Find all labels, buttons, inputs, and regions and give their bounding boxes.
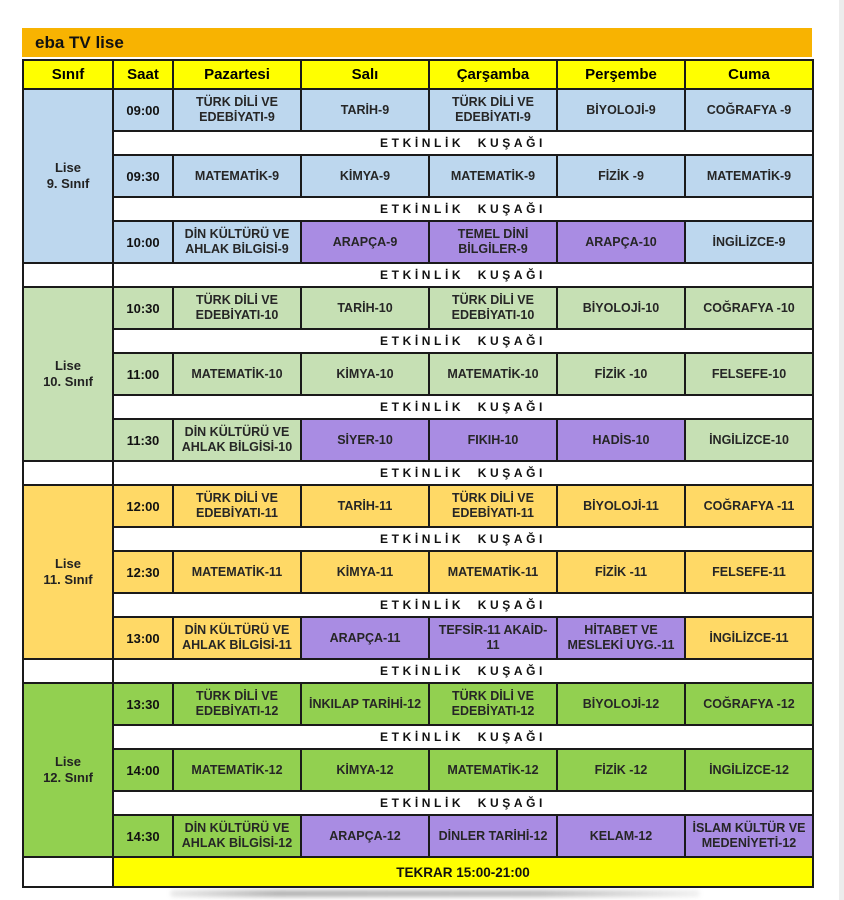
time-cell: 13:30 — [113, 683, 173, 725]
activity-band: ETKİNLİK KUŞAĞI — [113, 461, 813, 485]
subject-cell: FELSEFE-11 — [685, 551, 813, 593]
subject-cell: MATEMATİK-11 — [429, 551, 557, 593]
subject-cell: COĞRAFYA -9 — [685, 89, 813, 131]
table-row — [23, 815, 813, 857]
subject-cell: TÜRK DİLİ VE EDEBİYATI-9 — [173, 89, 301, 131]
table-row — [23, 221, 813, 263]
empty-corner-cell — [23, 263, 113, 287]
subject-cell: TÜRK DİLİ VE EDEBİYATI-10 — [173, 287, 301, 329]
table-row — [23, 551, 813, 593]
subject-cell: DİN KÜLTÜRÜ VE AHLAK BİLGİSİ-10 — [173, 419, 301, 461]
activity-band: ETKİNLİK KUŞAĞI — [113, 329, 813, 353]
column-header: Cuma — [685, 60, 813, 89]
time-cell: 14:30 — [113, 815, 173, 857]
subject-cell: SİYER-10 — [301, 419, 429, 461]
table-row — [23, 89, 813, 131]
subject-cell: TARİH-9 — [301, 89, 429, 131]
page-edge-shadow — [170, 890, 700, 897]
grade-label-line1: Lise — [54, 159, 81, 175]
empty-corner-cell — [23, 461, 113, 485]
time-cell: 12:00 — [113, 485, 173, 527]
grade-label-line1: Lise — [54, 555, 81, 571]
subject-cell: KİMYA-12 — [301, 749, 429, 791]
group-separator-band-row — [23, 461, 813, 485]
activity-band: ETKİNLİK KUŞAĞI — [113, 659, 813, 683]
subject-cell: KELAM-12 — [557, 815, 685, 857]
subject-cell: MATEMATİK-12 — [173, 749, 301, 791]
grade-label-line2: 11. Sınıf — [43, 572, 93, 587]
activity-band-row — [23, 527, 813, 551]
subject-cell: TÜRK DİLİ VE EDEBİYATI-9 — [429, 89, 557, 131]
subject-cell: ARAPÇA-10 — [557, 221, 685, 263]
column-header: Saat — [113, 60, 173, 89]
table-row — [23, 155, 813, 197]
subject-cell: KİMYA-11 — [301, 551, 429, 593]
grade-cell — [23, 683, 113, 857]
subject-cell: MATEMATİK-9 — [173, 155, 301, 197]
grade-label-line1: Lise — [54, 357, 81, 373]
subject-cell: BİYOLOJİ-12 — [557, 683, 685, 725]
subject-cell: MATEMATİK-12 — [429, 749, 557, 791]
activity-band: ETKİNLİK KUŞAĞI — [113, 395, 813, 419]
grade-cell — [23, 89, 113, 263]
empty-corner-cell — [23, 659, 113, 683]
time-cell: 09:30 — [113, 155, 173, 197]
subject-cell: ARAPÇA-9 — [301, 221, 429, 263]
subject-cell: FİZİK -11 — [557, 551, 685, 593]
activity-band: ETKİNLİK KUŞAĞI — [113, 131, 813, 155]
table-row — [23, 353, 813, 395]
subject-cell: İNGİLİZCE-9 — [685, 221, 813, 263]
time-cell: 11:30 — [113, 419, 173, 461]
subject-cell: TÜRK DİLİ VE EDEBİYATI-11 — [429, 485, 557, 527]
title-bar — [22, 28, 812, 57]
activity-band-row — [23, 725, 813, 749]
subject-cell: TÜRK DİLİ VE EDEBİYATI-10 — [429, 287, 557, 329]
subject-cell: DİN KÜLTÜRÜ VE AHLAK BİLGİSİ-12 — [173, 815, 301, 857]
grade-label-line1: Lise — [54, 753, 81, 769]
subject-cell: COĞRAFYA -11 — [685, 485, 813, 527]
column-header: Salı — [301, 60, 429, 89]
subject-cell: BİYOLOJİ-9 — [557, 89, 685, 131]
subject-cell: MATEMATİK-9 — [685, 155, 813, 197]
table-row — [23, 617, 813, 659]
empty-corner-cell — [23, 857, 113, 887]
subject-cell: DİN KÜLTÜRÜ VE AHLAK BİLGİSİ-11 — [173, 617, 301, 659]
grade-cell — [23, 485, 113, 659]
activity-band: ETKİNLİK KUŞAĞI — [113, 791, 813, 815]
table-row — [23, 287, 813, 329]
table-row — [23, 419, 813, 461]
activity-band-row — [23, 329, 813, 353]
activity-band: ETKİNLİK KUŞAĞI — [113, 725, 813, 749]
activity-band: ETKİNLİK KUŞAĞI — [113, 593, 813, 617]
activity-band: ETKİNLİK KUŞAĞI — [113, 263, 813, 287]
footer-row — [23, 857, 813, 887]
subject-cell: FİZİK -10 — [557, 353, 685, 395]
subject-cell: TARİH-11 — [301, 485, 429, 527]
subject-cell: DİNLER TARİHİ-12 — [429, 815, 557, 857]
subject-cell: COĞRAFYA -10 — [685, 287, 813, 329]
activity-band: ETKİNLİK KUŞAĞI — [113, 527, 813, 551]
column-header: Pazartesi — [173, 60, 301, 89]
activity-band-row — [23, 791, 813, 815]
subject-cell: HADİS-10 — [557, 419, 685, 461]
grade-cell — [23, 287, 113, 461]
activity-band-row — [23, 197, 813, 221]
subject-cell: TÜRK DİLİ VE EDEBİYATI-12 — [173, 683, 301, 725]
page-title: eba TV lise — [35, 32, 124, 52]
column-header: Sınıf — [23, 60, 113, 89]
table-row — [23, 485, 813, 527]
subject-cell: MATEMATİK-10 — [173, 353, 301, 395]
subject-cell: MATEMATİK-10 — [429, 353, 557, 395]
subject-cell: FELSEFE-10 — [685, 353, 813, 395]
table-row — [23, 683, 813, 725]
grade-label-line2: 10. Sınıf — [43, 374, 93, 389]
subject-cell: BİYOLOJİ-10 — [557, 287, 685, 329]
time-cell: 12:30 — [113, 551, 173, 593]
time-cell: 10:30 — [113, 287, 173, 329]
subject-cell: TARİH-10 — [301, 287, 429, 329]
table-row — [23, 749, 813, 791]
grade-label-line2: 9. Sınıf — [46, 176, 90, 191]
subject-cell: ARAPÇA-12 — [301, 815, 429, 857]
subject-cell: BİYOLOJİ-11 — [557, 485, 685, 527]
activity-band-row — [23, 395, 813, 419]
activity-band-row — [23, 131, 813, 155]
subject-cell: İNGİLİZCE-10 — [685, 419, 813, 461]
subject-cell: COĞRAFYA -12 — [685, 683, 813, 725]
column-header: Perşembe — [557, 60, 685, 89]
subject-cell: KİMYA-10 — [301, 353, 429, 395]
subject-cell: İSLAM KÜLTÜR VE MEDENİYETİ-12 — [685, 815, 813, 857]
subject-cell: MATEMATİK-9 — [429, 155, 557, 197]
subject-cell: FIKIH-10 — [429, 419, 557, 461]
activity-band-row — [23, 593, 813, 617]
subject-cell: TEMEL DİNİ BİLGİLER-9 — [429, 221, 557, 263]
subject-cell: MATEMATİK-11 — [173, 551, 301, 593]
subject-cell: TÜRK DİLİ VE EDEBİYATI-11 — [173, 485, 301, 527]
subject-cell: DİN KÜLTÜRÜ VE AHLAK BİLGİSİ-9 — [173, 221, 301, 263]
subject-cell: FİZİK -12 — [557, 749, 685, 791]
group-separator-band-row — [23, 659, 813, 683]
table-body — [23, 89, 813, 887]
subject-cell: İNGİLİZCE-12 — [685, 749, 813, 791]
subject-cell: TEFSİR-11 AKAİD-11 — [429, 617, 557, 659]
subject-cell: HİTABET VE MESLEKİ UYG.-11 — [557, 617, 685, 659]
subject-cell: İNGİLİZCE-11 — [685, 617, 813, 659]
subject-cell: KİMYA-9 — [301, 155, 429, 197]
activity-band: ETKİNLİK KUŞAĞI — [113, 197, 813, 221]
group-separator-band-row — [23, 263, 813, 287]
schedule-table — [22, 59, 814, 888]
grade-label-line2: 12. Sınıf — [43, 770, 93, 785]
column-header: Çarşamba — [429, 60, 557, 89]
table-header-row — [23, 60, 813, 89]
subject-cell: ARAPÇA-11 — [301, 617, 429, 659]
repeat-schedule-banner: TEKRAR 15:00-21:00 — [113, 857, 813, 887]
time-cell: 09:00 — [113, 89, 173, 131]
subject-cell: İNKILAP TARİHİ-12 — [301, 683, 429, 725]
subject-cell: FİZİK -9 — [557, 155, 685, 197]
time-cell: 13:00 — [113, 617, 173, 659]
time-cell: 11:00 — [113, 353, 173, 395]
time-cell: 10:00 — [113, 221, 173, 263]
time-cell: 14:00 — [113, 749, 173, 791]
subject-cell: TÜRK DİLİ VE EDEBİYATI-12 — [429, 683, 557, 725]
